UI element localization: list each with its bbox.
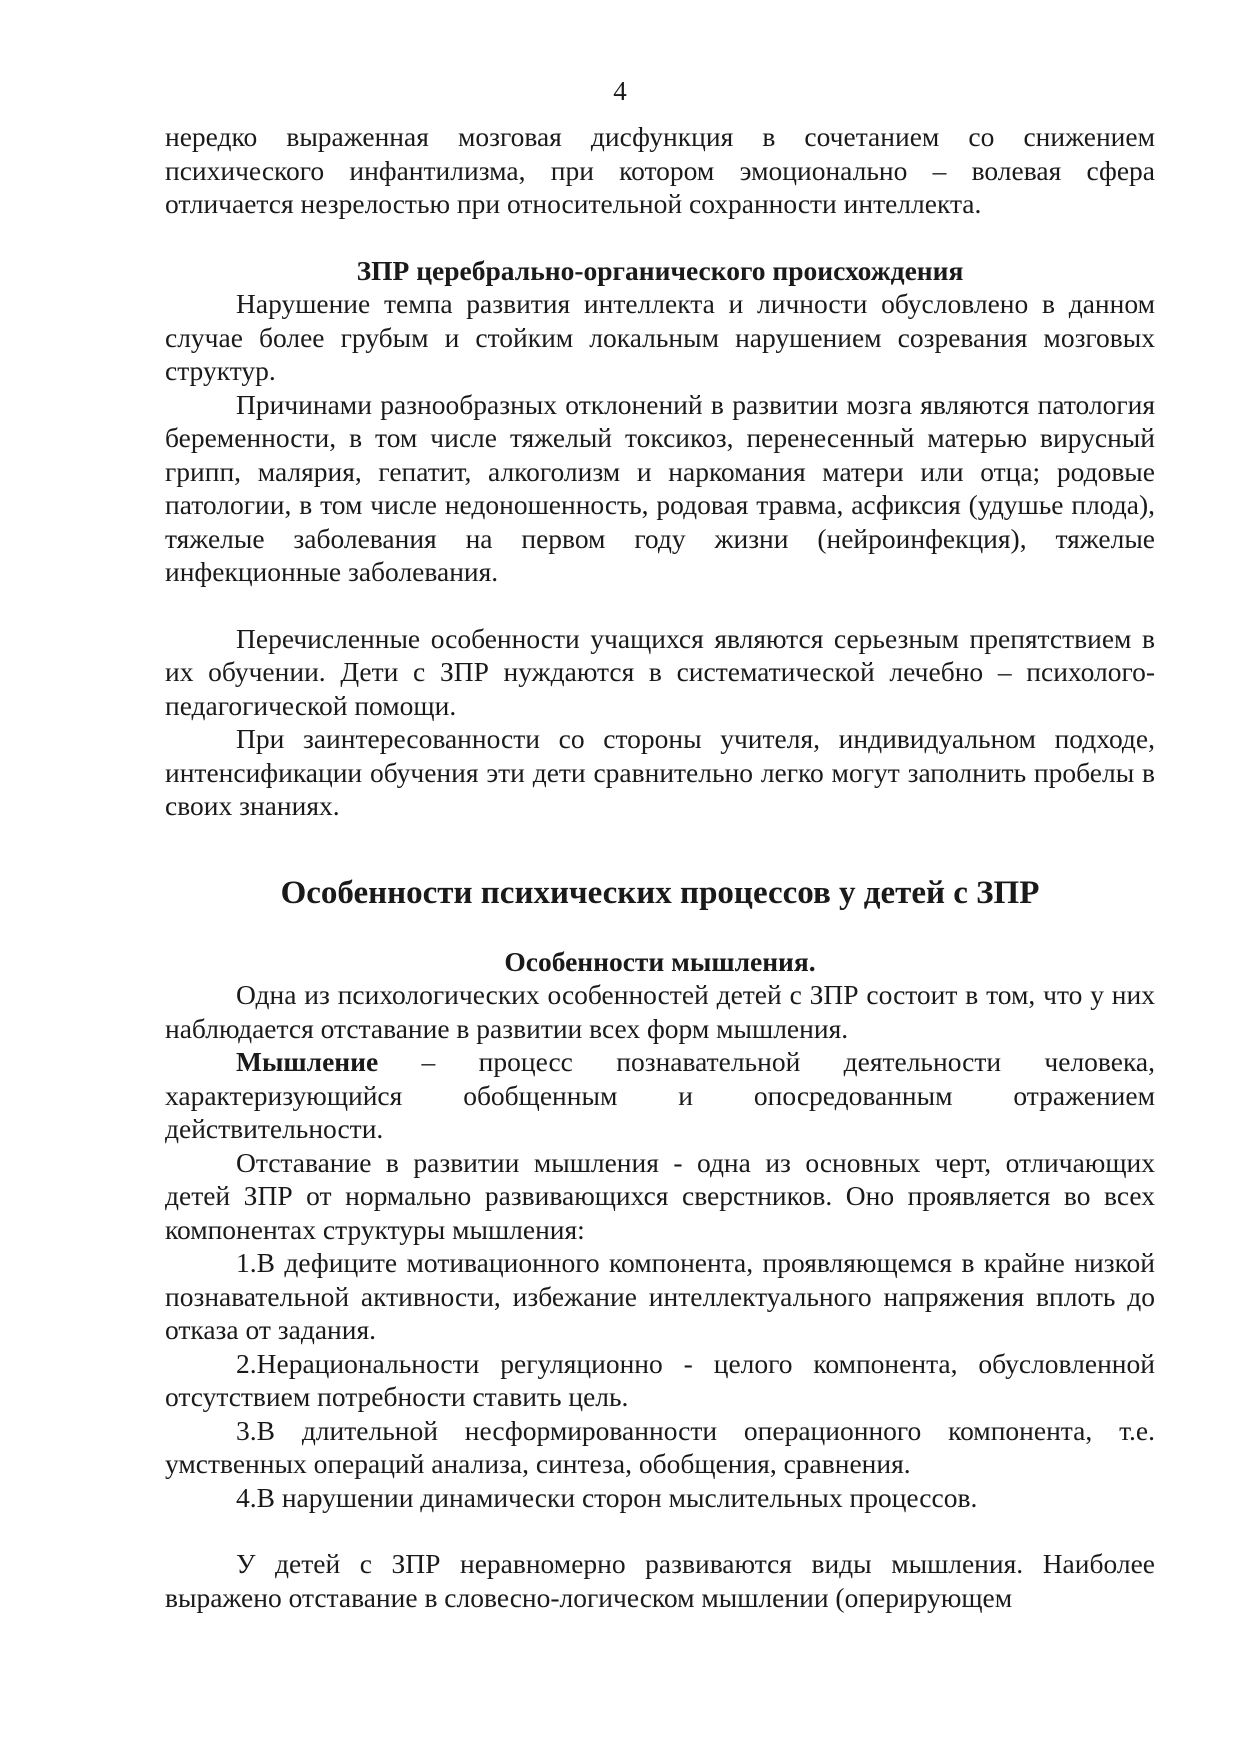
page-number: 4 [613, 76, 627, 106]
definition-paragraph [165, 1045, 1155, 1146]
list-item: 1.В дефиците мотивационного компонента, проявляющемся в крайне низкой познавательной активности, избежание интеллектуального напряжения вплоть до отказа от задания. [165, 1247, 1155, 1345]
paragraph: У детей с ЗПР неравномерно развиваются виды мышления. Наиболее выражено отставание в словесно-логическом мышлении (оперирующем [165, 1548, 1155, 1613]
section-heading-thinking: Особенности мышления. [504, 945, 816, 977]
spacer [165, 589, 1155, 622]
spacer [165, 823, 1155, 873]
main-heading: Особенности психических процессов у детей с ЗПР [280, 874, 1040, 911]
spacer [165, 221, 1155, 254]
paragraph: Отставание в развитии мышления - одна из основных черт, отличающих детей ЗПР от нормально развивающихся сверстников. Оно проявляется во всех компонентах структуры мышления: [165, 1146, 1155, 1245]
intro-paragraph: нередко выраженная мозговая дисфункция в сочетанием со снижением психического инфантилизма, при котором эмоционально – волевая сфера отличается незрелостью при относительной сохранности интеллекта. [165, 121, 1155, 219]
paragraph: При заинтересованности со стороны учителя, индивидуальном подходе, интенсификации обучения эти дети сравнительно легко могут заполнить пробелы в своих знаниях. [165, 723, 1155, 821]
list-item: 3.В длительной несформированности операционного компонента, т.е. умственных операций анализа, синтеза, обобщения, сравнения. [165, 1414, 1155, 1479]
definition-text: – процесс познавательной деятельности человека, характеризующийся обобщенным и опосредованным отражением действительности. [165, 1046, 1155, 1144]
section-heading-cerebral-organic: ЗПР церебрально-органического происхождения [356, 254, 964, 286]
spacer [165, 913, 1155, 945]
list-item: 4.В нарушении динамически сторон мыслительных процессов. [236, 1481, 978, 1513]
paragraph: Нарушение темпа развития интеллекта и личности обусловлено в данном случае более грубым и стойким локальным нарушением созревания мозговых структур. [165, 288, 1155, 386]
paragraph: Одна из психологических особенностей детей с ЗПР состоит в том, что у них наблюдается отставание в развитии всех форм мышления. [165, 979, 1155, 1044]
list-item: 2.Нерациональности регуляционно - целого компонента, обусловленной отсутствием потребности ставить цель. [165, 1347, 1155, 1412]
spacer [165, 1514, 1155, 1547]
document-body [165, 120, 1155, 1614]
paragraph: Причинами разнообразных отклонений в развитии мозга являются патология беременности, в том числе тяжелый токсикоз, перенесенный матерью вирусный грипп, малярия, гепатит, алкоголизм и наркомания матери или отца; родовые патологии, в том числе недоношенность, родовая травма, асфиксия (удушье плода), тяжелые заболевания на первом году жизни (нейроинфекция), тяжелые инфекционные заболевания. [165, 388, 1155, 587]
paragraph: Перечисленные особенности учащихся являются серьезным препятствием в их обучении. Дети с ЗПР нуждаются в систематической лечебно – психолого-педагогической помощи. [165, 622, 1155, 721]
definition-term: Мышление [236, 1046, 379, 1077]
